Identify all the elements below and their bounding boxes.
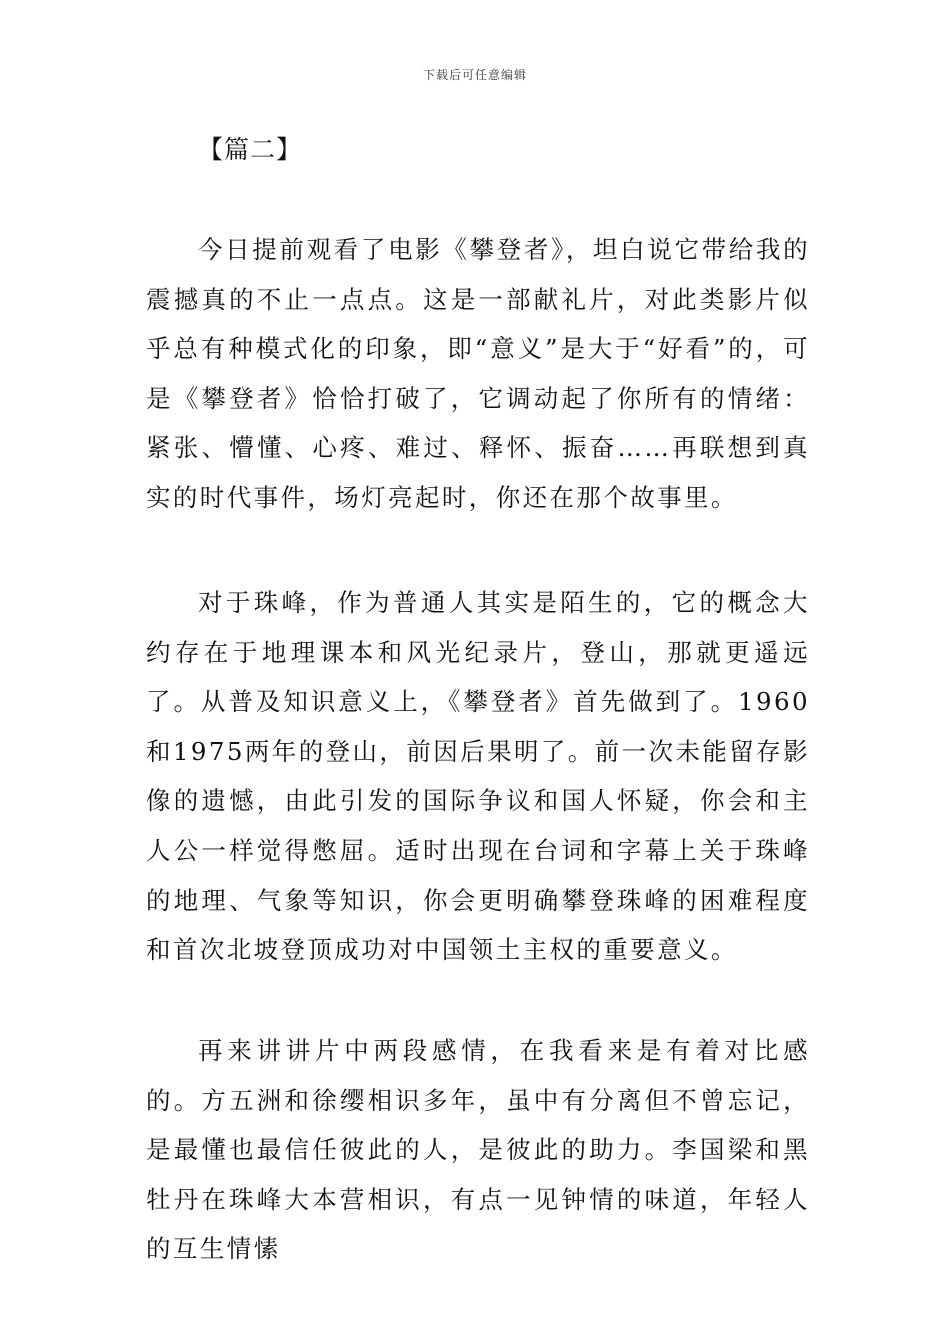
page-header-note: 下载后可任意编辑: [422, 68, 527, 82]
paragraph-3: 再来讲讲片中两段感情，在我看来是有着对比感的。方五洲和徐缨相识多年，虽中有分离但不曾忘记，是最懂也最信任彼此的人，是彼此的助力。李国梁和黑牡丹在珠峰大本营相识，有点一见钟情的味道，年轻人的互生情愫: [146, 1036, 810, 1264]
paragraph-block: [146, 1026, 810, 1274]
section-title: 【篇二】: [198, 135, 303, 164]
paragraph-2: 对于珠峰，作为普通人其实是陌生的，它的概念大约存在于地理课本和风光纪录片，登山，那就更遥远了。从普及知识意义上，《攀登者》首先做到了。1960和1975两年的登山，前因后果明了。前一次未能留存影像的遗憾，由此引发的国际争议和国人怀疑，你会和主人公一样觉得憋屈。适时出现在台词和字幕上关于珠峰的地理、气象等知识，你会更明确攀登珠峰的困难程度和首次北坡登顶成功对中国领土主权的重要意义。: [146, 588, 810, 965]
paragraph-block: [146, 225, 810, 523]
paragraph-1: 今日提前观看了电影《攀登者》，坦白说它带给我的震撼真的不止一点点。这是一部献礼片，对此类影片似乎总有种模式化的印象，即“意义”是大于“好看”的，可是《攀登者》恰恰打破了，它调动起了你所有的情绪：紧张、懵懂、心疼、难过、释怀、振奋……再联想到真实的时代事件，场灯亮起时，你还在那个故事里。: [146, 235, 810, 512]
paragraph-block: [146, 578, 810, 975]
